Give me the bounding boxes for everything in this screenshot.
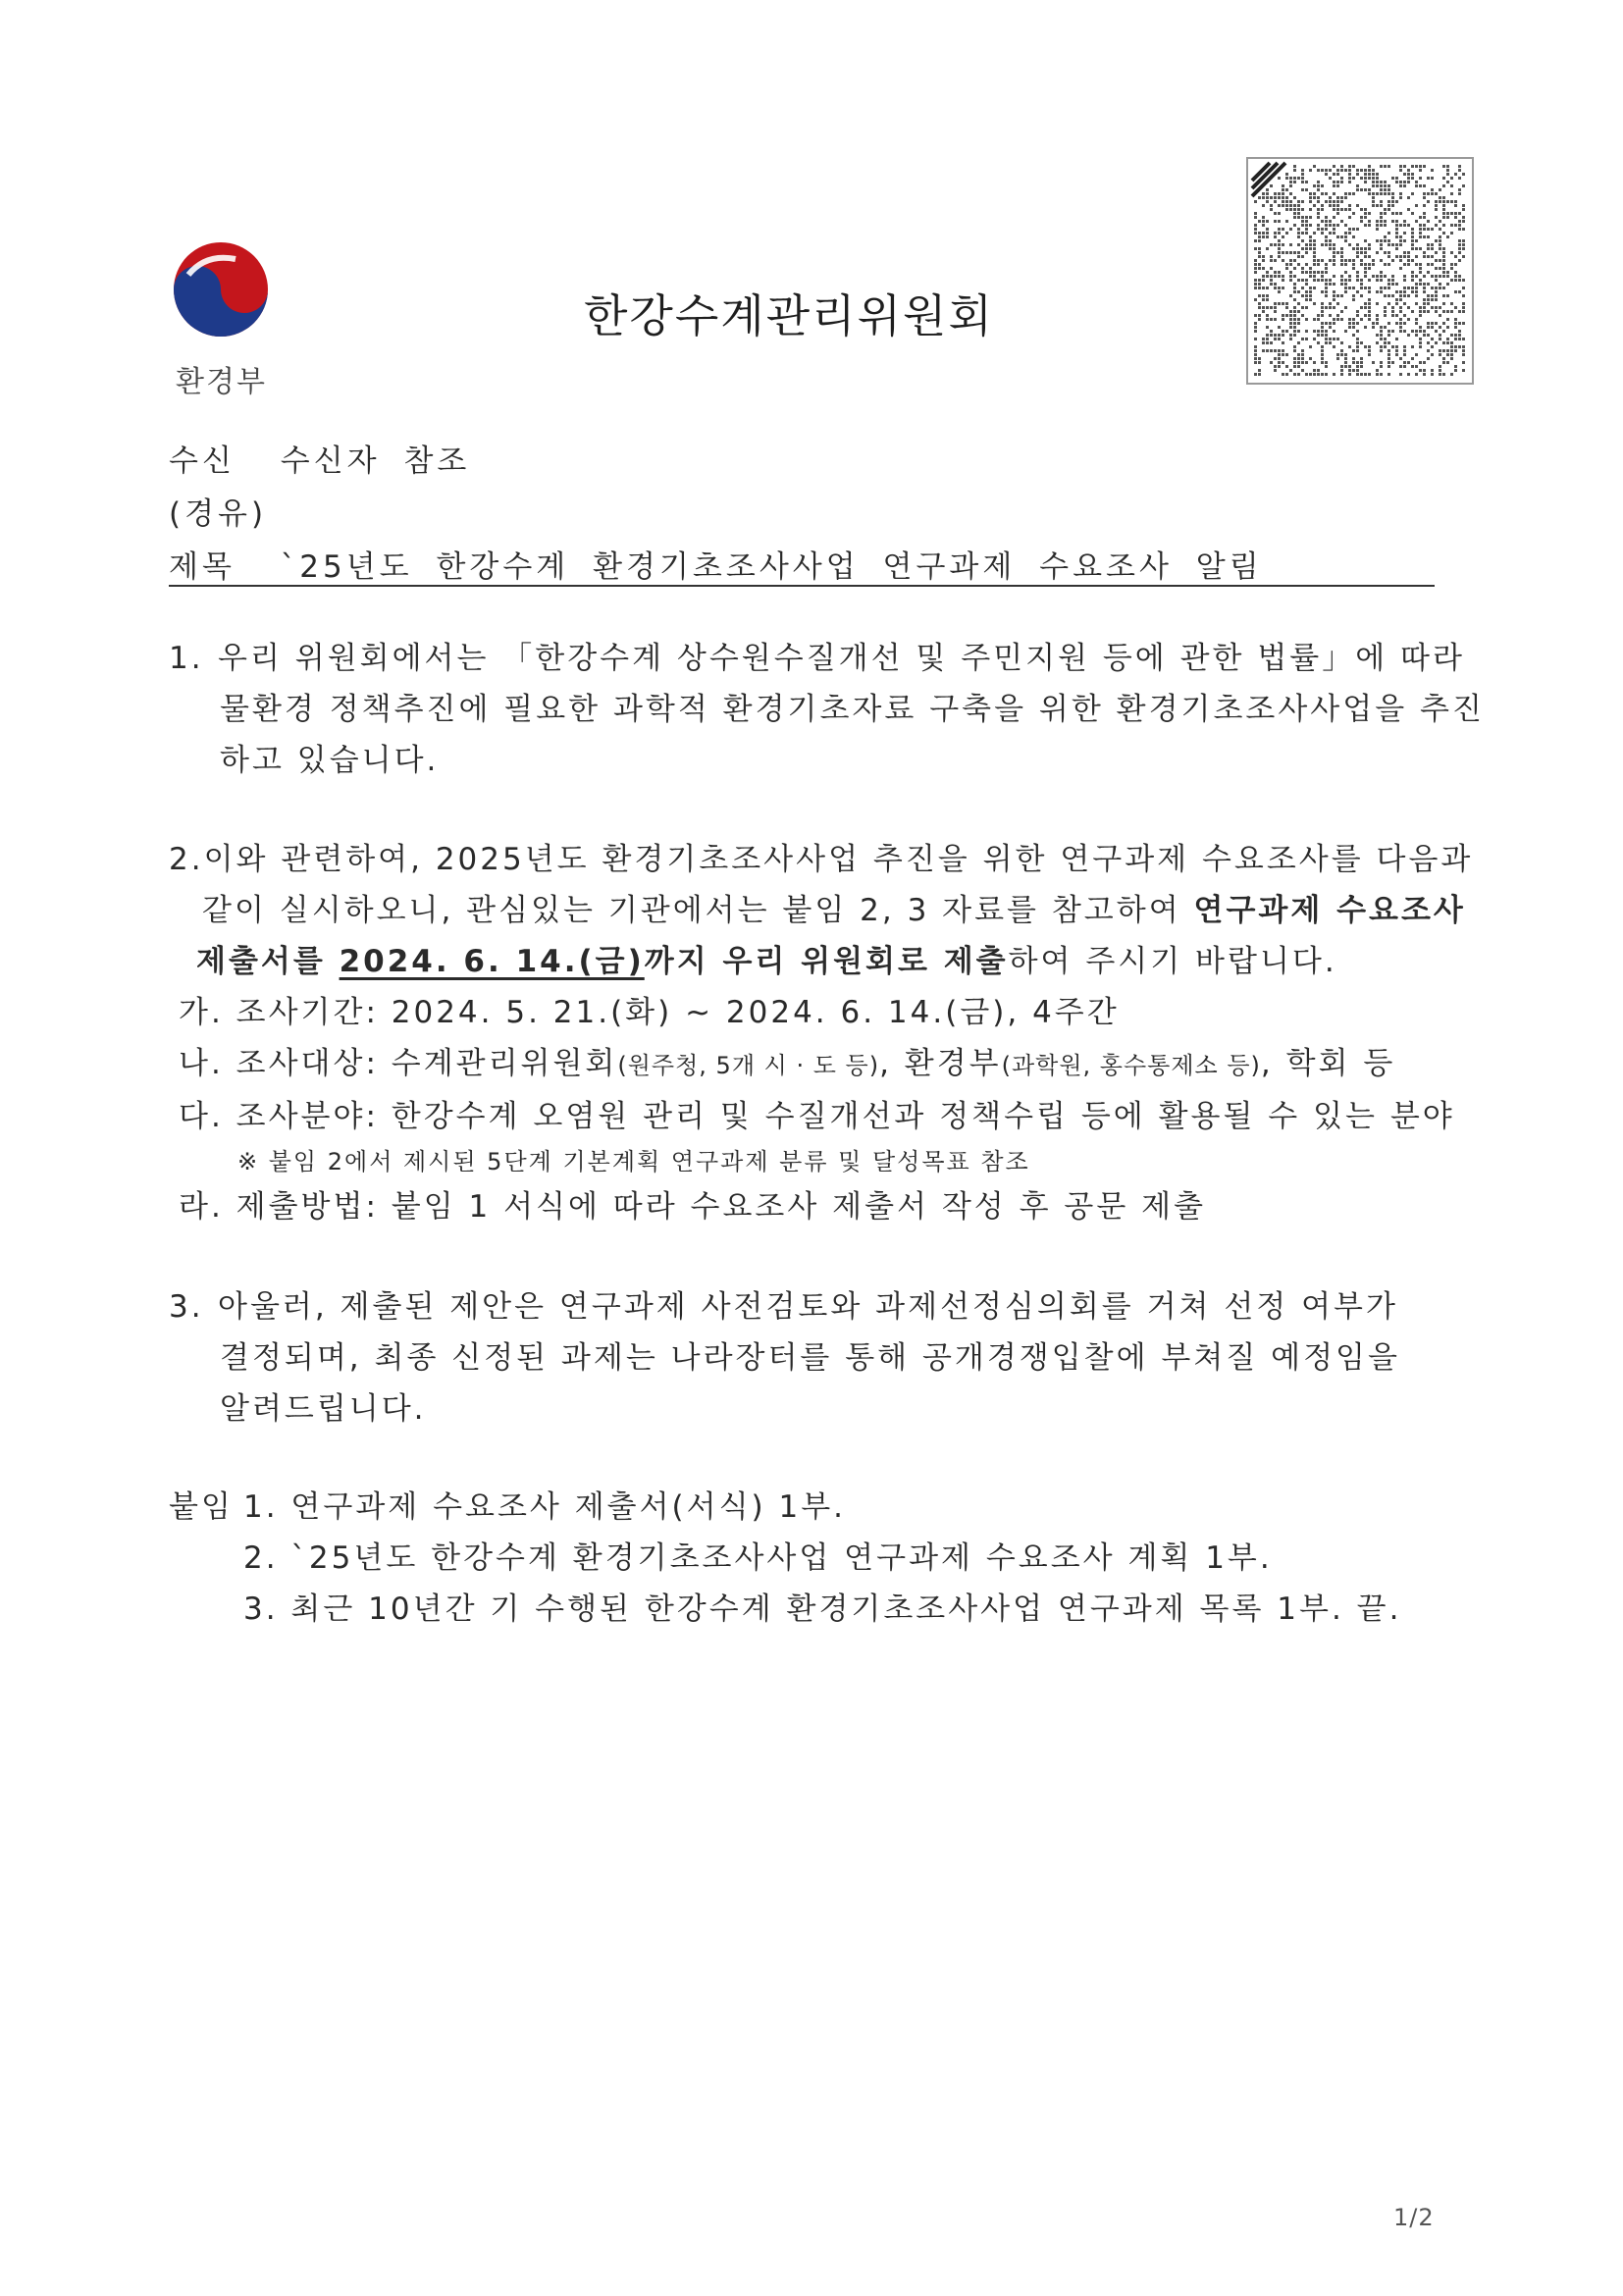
paragraph-1-number: 1. [169, 641, 204, 676]
paragraph-1-line-2: 물환경 정책추진에 필요한 과학적 환경기초자료 구축을 위한 환경기초조사사업을 추진 [220, 692, 1485, 727]
paragraph-2-number: 2. [169, 842, 204, 877]
via-line: (경유) [169, 496, 268, 532]
paragraph-2-line-2-bold: 연구과제 수요조사 [1193, 893, 1466, 928]
paragraph-2-line-3-bold-a: 제출서를 [196, 944, 340, 979]
paragraph-2-line-3: 하여 주시기 바랍니다. [1008, 944, 1337, 979]
paragraph-3-line-3: 알려드립니다. [220, 1391, 427, 1427]
submission-deadline: 2024. 6. 14.(금) [339, 944, 645, 979]
paragraph-3-number: 3. [169, 1289, 204, 1325]
item-ga-value: 2024. 5. 21.(화) ~ 2024. 6. 14.(금), 4주간 [391, 995, 1120, 1030]
qr-code-icon [1246, 157, 1474, 385]
item-ra [169, 1181, 1435, 1232]
paragraph-3 [169, 1281, 1435, 1435]
item-na [169, 1038, 1435, 1091]
paragraph-2-line-3-bold-b: 까지 우리 위원회로 제출 [644, 944, 1009, 979]
ministry-logo-text: 환경부 [176, 365, 267, 399]
attachment-item: 3. 최근 10년간 기 수행된 한강수계 환경기초조사사업 연구과제 목록 1부. 끝. [243, 1592, 1402, 1627]
item-na-note-2: (과학원, 홍수통제소 등) [1001, 1052, 1261, 1079]
subject-value: `25년도 한강수계 환경기초조사사업 연구과제 수요조사 알림 [280, 549, 1263, 585]
item-da-note: ※ 붙임 2에서 제시된 5단계 기본계획 연구과제 분류 및 달성목표 참조 [237, 1148, 1030, 1175]
subject-line [169, 542, 1263, 586]
item-da [169, 1091, 1455, 1142]
paragraph-1 [169, 633, 1485, 786]
item-da-value: 한강수계 오염원 관리 및 수질개선과 정책수립 등에 활용될 수 있는 분야 [391, 1099, 1455, 1134]
item-ga [169, 987, 1435, 1038]
paragraph-2-line-1: 이와 관련하여, 2025년도 환경기초조사사업 추진을 위한 연구과제 수요조사를 다음과 [203, 842, 1474, 877]
subject-label: 제목 [169, 549, 236, 585]
paragraph-3-line-2: 결정되며, 최종 신정된 과제는 나라장터를 통해 공개경쟁입찰에 부쳐질 예정임을 [220, 1340, 1400, 1376]
item-na-value-3: , 학회 등 [1260, 1046, 1396, 1081]
attachments [169, 1482, 1444, 1635]
paragraph-2-line-2: 같이 실시하오니, 관심있는 기관에서는 붙임 2, 3 자료를 참고하여 [202, 893, 1194, 928]
recipient-label: 수신 [169, 444, 236, 479]
ministry-logo [162, 235, 280, 400]
header-divider [169, 585, 1435, 587]
organization-title: 한강수계관리위원회 [584, 289, 994, 342]
page-number: 1/2 [1393, 2204, 1435, 2231]
item-na-value-2: , 환경부 [879, 1046, 1002, 1081]
paragraph-1-line-1: 우리 위원회에서는 「한강수계 상수원수질개선 및 주민지원 등에 관한 법률」에 따라 [218, 641, 1465, 676]
recipient-line [169, 436, 470, 480]
item-na-label: 나. 조사대상: [179, 1046, 379, 1081]
item-ga-label: 가. 조사기간: [179, 995, 379, 1030]
recipient-value: 수신자 참조 [280, 444, 471, 479]
item-da-label: 다. 조사분야: [179, 1099, 379, 1134]
paragraph-1-line-3: 하고 있습니다. [220, 743, 440, 778]
item-ra-label: 라. 제출방법: [179, 1189, 379, 1225]
item-na-note-1: (원주청, 5개 시 · 도 등) [617, 1052, 880, 1079]
paragraph-3-line-1: 아울러, 제출된 제안은 연구과제 사전검토와 과제선정심의회를 거쳐 선정 여부가 [218, 1289, 1398, 1325]
attachments-label: 붙임 [169, 1489, 234, 1525]
paragraph-2 [169, 834, 1474, 1232]
item-na-value-1: 수계관리위원회 [391, 1046, 618, 1081]
taegeuk-logo-icon [167, 235, 275, 343]
attachment-item: 1. 연구과제 수요조사 제출서(서식) 1부. [243, 1489, 847, 1525]
attachment-item: 2. `25년도 한강수계 환경기초조사사업 연구과제 수요조사 계획 1부. [243, 1540, 1273, 1576]
item-ra-value: 붙임 1 서식에 따라 수요조사 제출서 작성 후 공문 제출 [391, 1189, 1207, 1225]
